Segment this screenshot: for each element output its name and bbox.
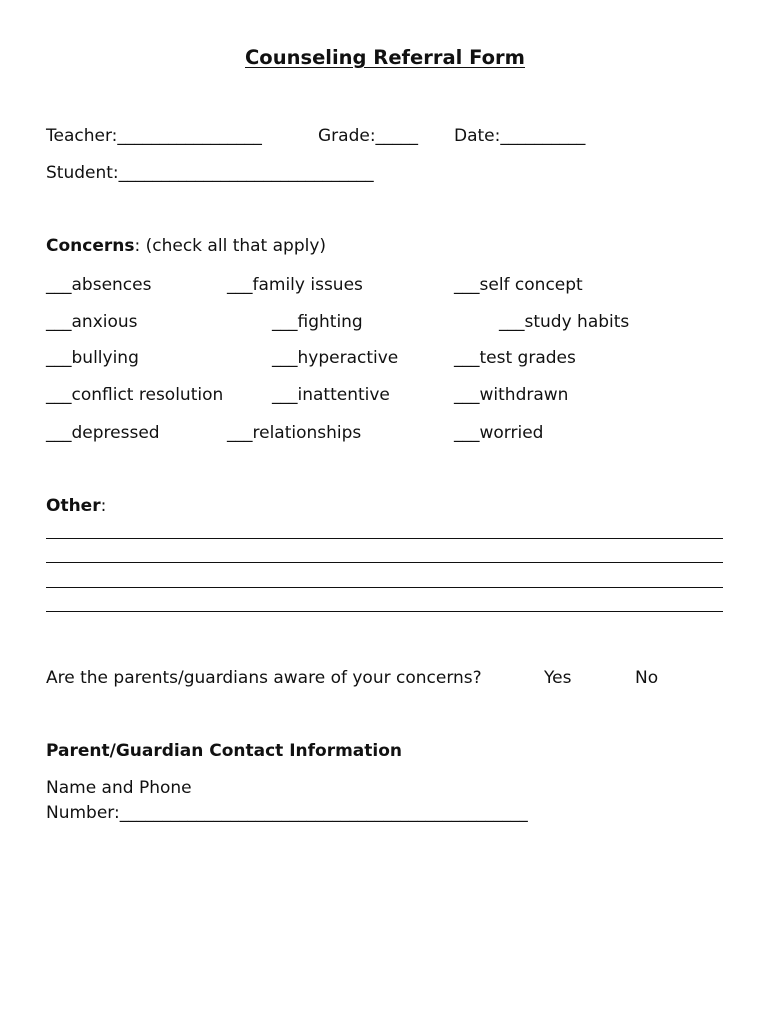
- no-option[interactable]: No: [635, 668, 659, 688]
- name-phone-field[interactable]: Number:________________________________________________: [46, 803, 528, 823]
- concern-item[interactable]: ___study habits: [499, 312, 630, 332]
- concern-item[interactable]: ___fighting: [272, 312, 363, 332]
- concern-item[interactable]: ___worried: [454, 423, 544, 443]
- concern-item[interactable]: ___inattentive: [272, 385, 390, 405]
- concern-item[interactable]: ___depressed: [46, 423, 160, 443]
- concerns-heading: [46, 238, 326, 255]
- concern-item[interactable]: ___anxious: [46, 312, 138, 332]
- other-line[interactable]: [46, 587, 723, 588]
- student-field[interactable]: Student:______________________________: [46, 163, 374, 183]
- name-phone-label: Name and Phone: [46, 778, 192, 798]
- concern-item[interactable]: ___absences: [46, 275, 152, 295]
- other-line[interactable]: [46, 538, 723, 539]
- concern-item[interactable]: ___test grades: [454, 348, 576, 368]
- concern-item[interactable]: ___hyperactive: [272, 348, 399, 368]
- concern-item[interactable]: ___bullying: [46, 348, 139, 368]
- concerns-note: : (check all that apply): [134, 236, 327, 256]
- grade-field[interactable]: Grade:_____: [318, 126, 419, 146]
- teacher-field[interactable]: Teacher:_________________: [46, 126, 262, 146]
- concern-item[interactable]: ___withdrawn: [454, 385, 569, 405]
- concern-item[interactable]: ___relationships: [227, 423, 362, 443]
- concern-item[interactable]: ___conflict resolution: [46, 385, 224, 405]
- contact-heading: Parent/Guardian Contact Information: [46, 741, 403, 761]
- other-colon: :: [100, 496, 107, 516]
- concern-item[interactable]: ___self concept: [454, 275, 583, 295]
- other-line[interactable]: [46, 562, 723, 563]
- concern-item[interactable]: ___family issues: [227, 275, 363, 295]
- yes-option[interactable]: Yes: [544, 668, 572, 688]
- parents-aware-question: Are the parents/guardians aware of your concerns?: [46, 668, 482, 688]
- date-field[interactable]: Date:__________: [454, 126, 586, 146]
- form-title: Counseling Referral Form: [245, 46, 525, 69]
- other-line[interactable]: [46, 611, 723, 612]
- concerns-heading-label: Concerns: [46, 236, 135, 256]
- other-heading-label: Other: [46, 496, 101, 516]
- other-heading: [46, 498, 106, 515]
